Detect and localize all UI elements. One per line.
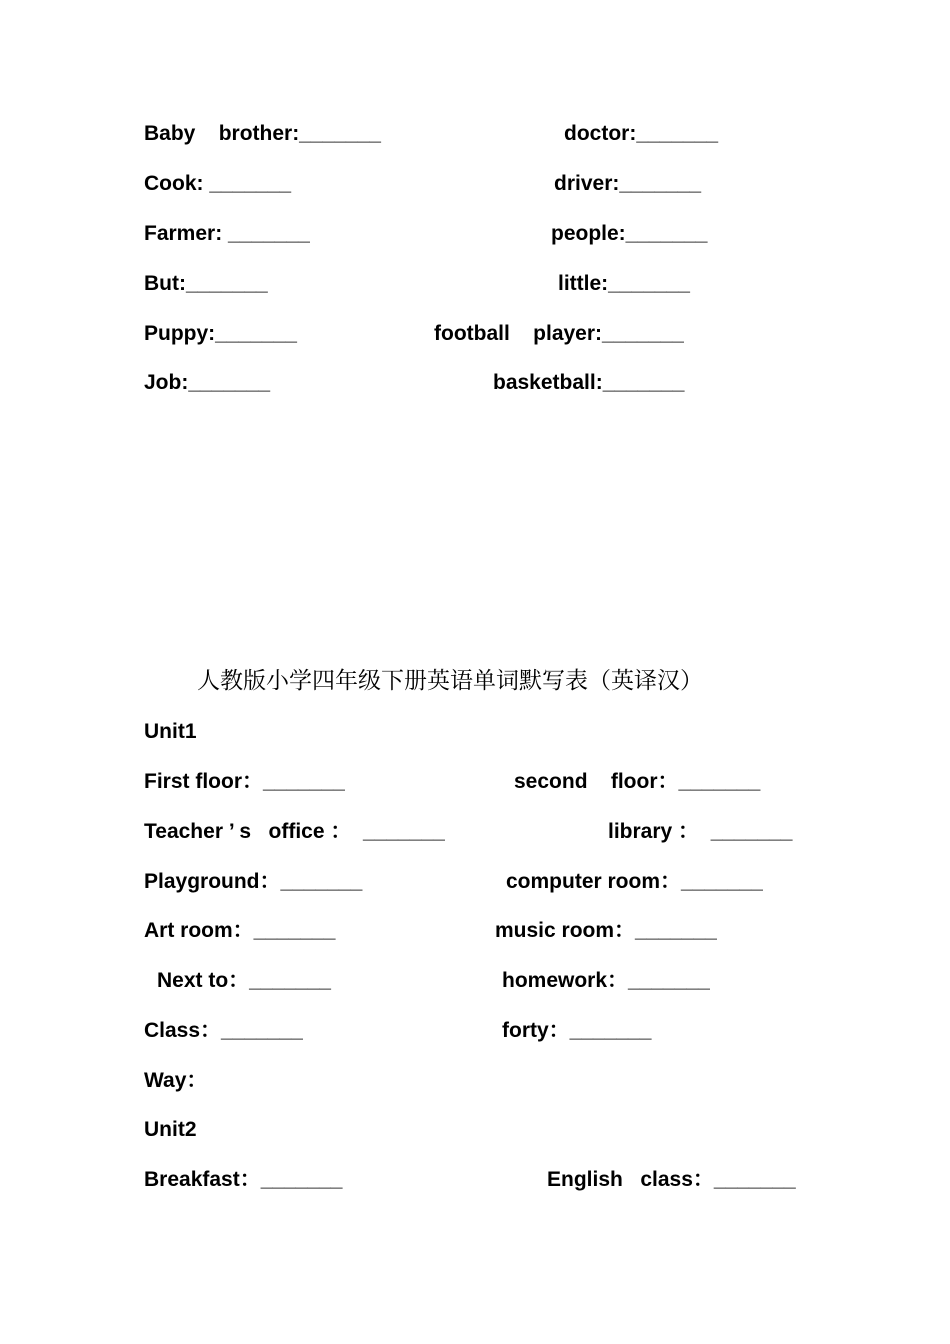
- word-breakfast: Breakfast：_______: [144, 1168, 343, 1191]
- page-title: 人教版小学四年级下册英语单词默写表（英译汉）: [197, 668, 703, 694]
- word-art-room: Art room：_______: [144, 919, 336, 942]
- word-forty: forty：_______: [502, 1019, 652, 1042]
- word-basketball: basketball:_______: [493, 371, 685, 394]
- word-first-floor: First floor：_______: [144, 770, 345, 793]
- word-puppy: Puppy:_______: [144, 322, 297, 345]
- unit1-heading: Unit1: [144, 720, 197, 743]
- word-but: But:_______: [144, 272, 268, 295]
- word-little: little:_______: [558, 272, 690, 295]
- word-teachers-office: Teacher ’ s office ： _______: [144, 820, 445, 843]
- word-driver: driver:_______: [554, 172, 702, 195]
- word-library: library ： _______: [608, 820, 793, 843]
- word-doctor: doctor:_______: [564, 122, 719, 145]
- word-cook: Cook: _______: [144, 172, 292, 195]
- word-class: Class：_______: [144, 1019, 303, 1042]
- word-english-class: English class：_______: [547, 1168, 796, 1191]
- word-playground: Playground：_______: [144, 870, 363, 893]
- word-music-room: music room：_______: [495, 919, 717, 942]
- word-baby-brother: Baby brother:_______: [144, 122, 381, 145]
- word-next-to: Next to：_______: [157, 969, 331, 992]
- word-homework: homework：_______: [502, 969, 710, 992]
- word-job: Job:_______: [144, 371, 271, 394]
- word-football-player: football player:_______: [434, 322, 684, 345]
- word-way: Way：: [144, 1069, 208, 1092]
- word-computer-room: computer room：_______: [506, 870, 763, 893]
- unit2-heading: Unit2: [144, 1118, 197, 1141]
- word-farmer: Farmer: _______: [144, 222, 310, 245]
- word-second-floor: second floor：_______: [514, 770, 761, 793]
- word-people: people:_______: [551, 222, 708, 245]
